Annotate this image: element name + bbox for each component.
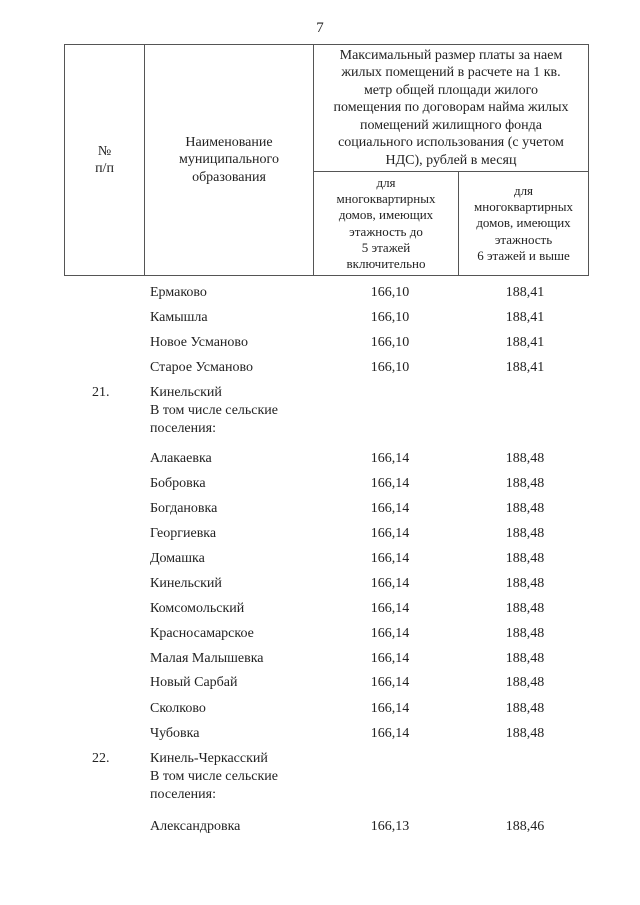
row-name: Кинель-Черкасский В том числе сельские поселения: xyxy=(150,751,279,803)
row-value-6-plus: 188,41 xyxy=(505,310,545,325)
header-max-fee-cell xyxy=(313,44,589,172)
row-value-6-plus: 188,41 xyxy=(505,285,545,300)
row-value-up-to-5: 166,14 xyxy=(370,476,410,491)
header-number-label: № п/п xyxy=(95,143,114,176)
row-value-6-plus: 188,48 xyxy=(505,551,545,566)
row-value-up-to-5: 166,14 xyxy=(370,526,410,541)
row-value-6-plus: 188,48 xyxy=(505,601,545,616)
row-name: Александровка xyxy=(150,819,241,834)
row-value-6-plus: 188,48 xyxy=(505,701,545,716)
row-value-up-to-5: 166,14 xyxy=(370,501,410,516)
page-number: 7 xyxy=(316,20,324,36)
row-value-up-to-5: 166,10 xyxy=(370,360,410,375)
row-number: 22. xyxy=(92,751,110,766)
row-name: Георгиевка xyxy=(150,526,217,541)
row-value-6-plus: 188,48 xyxy=(505,626,545,641)
row-value-up-to-5: 166,14 xyxy=(370,701,410,716)
row-value-6-plus: 188,41 xyxy=(505,335,545,350)
header-name-label: Наименование муниципального образования xyxy=(179,134,279,185)
header-max-fee-label: Максимальный размер платы за наем жилых помещений в расчете на 1 кв. метр общей площади жилого помещения по договорам найма жилых помещений жилищного фонда социального использования (с учетом НДС), рублей в месяц xyxy=(333,47,569,168)
row-name: Камышла xyxy=(150,310,208,325)
row-value-up-to-5: 166,14 xyxy=(370,451,410,466)
row-value-up-to-5: 166,14 xyxy=(370,726,410,741)
header-6-plus-cell xyxy=(458,171,589,276)
row-value-up-to-5: 166,14 xyxy=(370,576,410,591)
header-number-cell xyxy=(64,44,145,276)
row-name: Комсомольский xyxy=(150,601,245,616)
row-name: Красносамарское xyxy=(150,626,254,641)
row-name: Бобровка xyxy=(150,476,206,491)
row-value-6-plus: 188,48 xyxy=(505,526,545,541)
row-value-6-plus: 188,41 xyxy=(505,360,545,375)
row-name: Алакаевка xyxy=(150,451,212,466)
row-number: 21. xyxy=(92,385,110,400)
row-value-up-to-5: 166,10 xyxy=(370,310,410,325)
row-name: Кинельский В том числе сельские поселения: xyxy=(150,385,279,437)
row-name: Сколково xyxy=(150,701,206,716)
row-value-6-plus: 188,48 xyxy=(505,675,545,690)
row-value-6-plus: 188,48 xyxy=(505,501,545,516)
row-value-6-plus: 188,48 xyxy=(505,451,545,466)
row-name: Старое Усманово xyxy=(150,360,253,375)
row-name: Ермаково xyxy=(150,285,207,300)
row-value-up-to-5: 166,14 xyxy=(370,551,410,566)
header-6-plus-label: для многоквартирных домов, имеющих этажность 6 этажей и выше xyxy=(474,182,573,263)
row-name: Малая Малышевка xyxy=(150,651,264,666)
row-value-up-to-5: 166,14 xyxy=(370,675,410,690)
row-value-up-to-5: 166,13 xyxy=(370,819,410,834)
header-up-to-5-label: для многоквартирных домов, имеющих этажность до 5 этажей включительно xyxy=(336,174,436,271)
row-value-6-plus: 188,48 xyxy=(505,476,545,491)
row-name: Кинельский xyxy=(150,576,222,591)
header-up-to-5-cell xyxy=(313,171,459,276)
row-value-up-to-5: 166,10 xyxy=(370,335,410,350)
row-value-up-to-5: 166,14 xyxy=(370,601,410,616)
row-value-6-plus: 188,46 xyxy=(505,819,545,834)
row-value-up-to-5: 166,14 xyxy=(370,626,410,641)
row-value-up-to-5: 166,14 xyxy=(370,651,410,666)
row-value-6-plus: 188,48 xyxy=(505,726,545,741)
header-name-cell xyxy=(144,44,314,276)
row-name: Новый Сарбай xyxy=(150,675,238,690)
row-name: Домашка xyxy=(150,551,205,566)
row-value-6-plus: 188,48 xyxy=(505,651,545,666)
row-name: Чубовка xyxy=(150,726,200,741)
row-value-up-to-5: 166,10 xyxy=(370,285,410,300)
row-name: Новое Усманово xyxy=(150,335,248,350)
row-name: Богдановка xyxy=(150,501,218,516)
row-value-6-plus: 188,48 xyxy=(505,576,545,591)
